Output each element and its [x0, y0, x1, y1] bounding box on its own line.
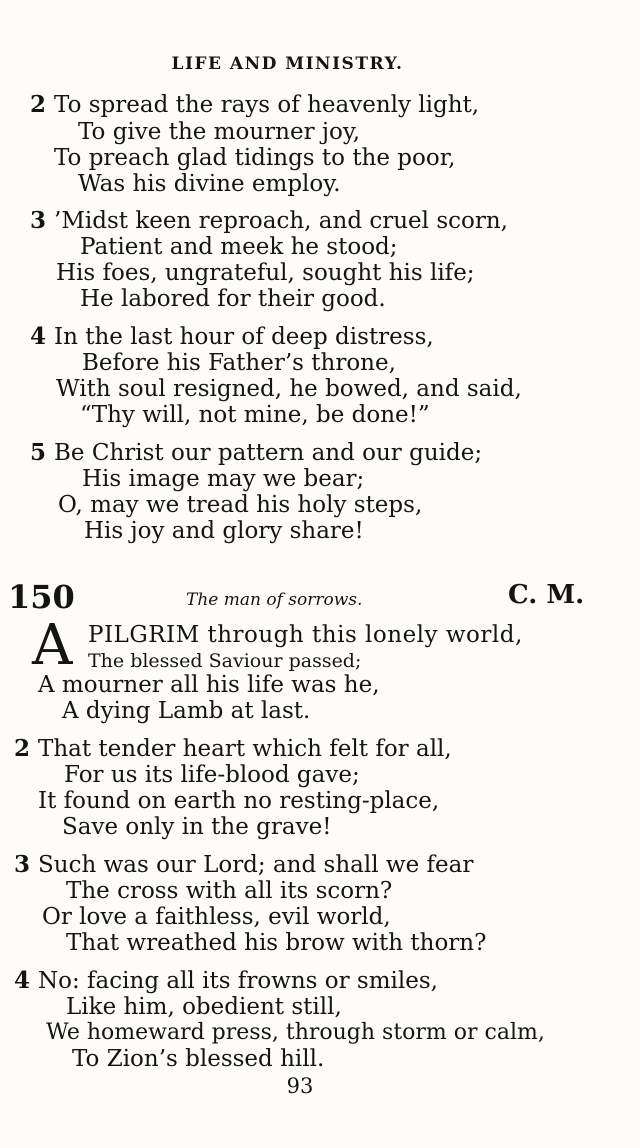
verse-line: Patient and meek he stood; — [80, 234, 398, 260]
verse-line: To preach glad tidings to the poor, — [54, 145, 456, 171]
dropcap-letter: A — [32, 613, 73, 678]
verse-line: The cross with all its scorn? — [66, 878, 393, 904]
line-text: That tender heart which felt for all, — [38, 736, 452, 762]
verse-line: His joy and glory share! — [84, 518, 364, 544]
stanza-number: 4 — [30, 323, 47, 350]
verse-line: PILGRIM through this lonely world, — [88, 622, 523, 648]
verse-line: A dying Lamb at last. — [62, 698, 311, 724]
verse-line — [30, 324, 434, 350]
stanza-number: 2 — [14, 735, 31, 762]
verse-line: O, may we tread his holy steps, — [58, 492, 423, 518]
verse-line: To give the mourner joy, — [78, 119, 361, 145]
verse-line: To Zion’s blessed hill. — [72, 1046, 325, 1072]
line-text: In the last hour of deep distress, — [54, 324, 434, 350]
line-text: Such was our Lord; and shall we fear — [38, 852, 474, 878]
verse-line: His image may we bear; — [82, 466, 365, 492]
verse-line: Was his divine employ. — [78, 171, 341, 197]
verse-line: The blessed Saviour passed; — [88, 650, 362, 672]
hymn-meter: C. M. — [508, 580, 585, 610]
line-text: No: facing all its frowns or smiles, — [38, 968, 438, 994]
line-text: Be Christ our pattern and our guide; — [54, 440, 483, 466]
stanza-number: 5 — [30, 439, 47, 466]
verse-line — [14, 968, 438, 994]
verse-line — [14, 736, 452, 762]
verse-line: His foes, ungrateful, sought his life; — [56, 260, 475, 286]
verse-line — [14, 852, 473, 878]
line-text: ’Midst keen reproach, and cruel scorn, — [54, 208, 508, 234]
running-head: LIFE AND MINISTRY. — [171, 54, 404, 74]
stanza-number: 4 — [14, 967, 31, 994]
verse-line: For us its life-blood gave; — [64, 762, 360, 788]
verse-line: That wreathed his brow with thorn? — [66, 930, 487, 956]
stanza-number: 2 — [30, 91, 47, 118]
hymn-number: 150 — [8, 578, 75, 616]
verse-line — [30, 208, 508, 234]
verse-line: It found on earth no resting-place, — [38, 788, 440, 814]
verse-line — [30, 92, 479, 118]
verse-line: We homeward press, through storm or calm, — [46, 1020, 545, 1045]
line-text: To spread the rays of heavenly light, — [54, 92, 480, 118]
hymn-subtitle: The man of sorrows. — [186, 590, 363, 610]
verse-line: Like him, obedient still, — [66, 994, 342, 1020]
verse-line: “Thy will, not mine, be done!” — [80, 402, 430, 428]
verse-line: A mourner all his life was he, — [38, 672, 380, 698]
hymn-header — [0, 578, 640, 618]
page-number: 93 — [286, 1074, 314, 1098]
verse-line — [30, 440, 482, 466]
stanza-number: 3 — [30, 207, 47, 234]
verse-line: Before his Father’s throne, — [82, 350, 396, 376]
verse-line: Save only in the grave! — [62, 814, 332, 840]
verse-line: He labored for their good. — [80, 286, 386, 312]
stanza-number: 3 — [14, 851, 31, 878]
verse-line: With soul resigned, he bowed, and said, — [56, 376, 522, 402]
verse-line: Or love a faithless, evil world, — [42, 904, 391, 930]
